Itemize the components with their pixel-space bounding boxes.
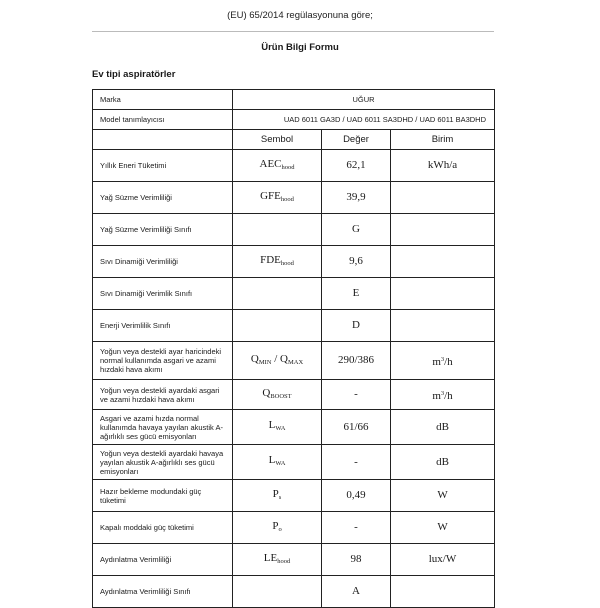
row-symbol: $Q_{MIN} / Q_{MAX}$	[233, 342, 322, 380]
row-value: E	[322, 278, 391, 310]
row-unit	[391, 310, 495, 342]
brand-label: Marka	[93, 90, 233, 110]
row-label: Yoğun veya destekli ayar haricindeki normal kullanımda asgari ve azami hızdaki hava akımı	[93, 342, 233, 380]
row-symbol: $GFE_{hood}$	[233, 182, 322, 214]
row-label: Yoğun veya destekli ayardaki asgari ve azami hızdaki hava akımı	[93, 380, 233, 410]
row-unit: lux/W	[391, 544, 495, 576]
row-value: A	[322, 576, 391, 608]
table-row	[93, 150, 495, 182]
row-value: 0,49	[322, 480, 391, 512]
product-info-table	[92, 89, 495, 608]
table-row	[93, 410, 495, 445]
row-symbol: $LE_{hood}$	[233, 544, 322, 576]
row-value: 61/66	[322, 410, 391, 445]
row-value: 9,6	[322, 246, 391, 278]
row-unit	[391, 182, 495, 214]
row-unit: kWh/a	[391, 150, 495, 182]
table-row	[93, 278, 495, 310]
row-unit	[391, 214, 495, 246]
brand-value: UĞUR	[233, 90, 495, 110]
row-unit: dB	[391, 445, 495, 480]
model-row	[93, 110, 495, 130]
row-value: D	[322, 310, 391, 342]
header-value: Değer	[322, 130, 391, 150]
row-unit: W	[391, 512, 495, 544]
row-symbol	[233, 278, 322, 310]
row-value: -	[322, 512, 391, 544]
row-value: 98	[322, 544, 391, 576]
row-symbol: $FDE_{hood}$	[233, 246, 322, 278]
row-value: 62,1	[322, 150, 391, 182]
table-row	[93, 380, 495, 410]
row-label: Yıllık Eneri Tüketimi	[93, 150, 233, 182]
row-symbol	[233, 214, 322, 246]
model-value: UAD 6011 GA3D / UAD 6011 SA3DHD / UAD 6011 BA3DHD	[233, 110, 495, 130]
table-row	[93, 182, 495, 214]
row-symbol: $P_o$	[233, 512, 322, 544]
table-row	[93, 544, 495, 576]
table-row	[93, 310, 495, 342]
row-value: -	[322, 445, 391, 480]
header-empty	[93, 130, 233, 150]
table-row	[93, 214, 495, 246]
row-label: Hazır bekleme modundaki güç tüketimi	[93, 480, 233, 512]
row-unit: W	[391, 480, 495, 512]
row-label: Sıvı Dinamiği Verimlik Sınıfı	[93, 278, 233, 310]
row-symbol: $P_s$	[233, 480, 322, 512]
row-symbol	[233, 576, 322, 608]
row-label: Yoğun veya destekli ayardaki havaya yayılan akustik A-ağırlıklı ses gücü emisyonları	[93, 445, 233, 480]
row-value: 39,9	[322, 182, 391, 214]
row-symbol: $L_{WA}$	[233, 410, 322, 445]
row-value: 290/386	[322, 342, 391, 380]
table-row	[93, 445, 495, 480]
row-symbol	[233, 310, 322, 342]
brand-row	[93, 90, 495, 110]
row-label: Aydınlatma Verimliliği	[93, 544, 233, 576]
row-unit	[391, 246, 495, 278]
row-unit: $m^3/h$	[391, 342, 495, 380]
table-row	[93, 246, 495, 278]
divider	[92, 31, 494, 32]
regulation-reference: (EU) 65/2014 regülasyonuna göre;	[227, 10, 373, 21]
row-label: Asgari ve azami hızda normal kullanımda havaya yayılan akustik A-ağırlıklı ses gücü emisyonları	[93, 410, 233, 445]
row-unit: $m^3/h$	[391, 380, 495, 410]
header-symbol: Sembol	[233, 130, 322, 150]
row-label: Yağ Süzme Verimliliği	[93, 182, 233, 214]
row-label: Enerji Verimlilik Sınıfı	[93, 310, 233, 342]
header-row	[93, 130, 495, 150]
row-unit	[391, 278, 495, 310]
row-value: G	[322, 214, 391, 246]
row-label: Aydınlatma Verimliliği Sınıfı	[93, 576, 233, 608]
header-unit: Birim	[391, 130, 495, 150]
row-symbol: $L_{WA}$	[233, 445, 322, 480]
row-label: Yağ Süzme Verimliliği Sınıfı	[93, 214, 233, 246]
table-row	[93, 576, 495, 608]
section-title: Ev tipi aspiratörler	[92, 69, 176, 80]
row-unit	[391, 576, 495, 608]
row-label: Kapalı moddaki güç tüketimi	[93, 512, 233, 544]
table-row	[93, 512, 495, 544]
row-symbol: $AEC_{hood}$	[233, 150, 322, 182]
table-row	[93, 342, 495, 380]
model-label: Model tanımlayıcısı	[93, 110, 233, 130]
row-symbol: $Q_{BOOST}$	[233, 380, 322, 410]
row-value: -	[322, 380, 391, 410]
form-title: Ürün Bilgi Formu	[261, 42, 339, 53]
row-unit: dB	[391, 410, 495, 445]
table-row	[93, 480, 495, 512]
row-label: Sıvı Dinamiği Verimliliği	[93, 246, 233, 278]
